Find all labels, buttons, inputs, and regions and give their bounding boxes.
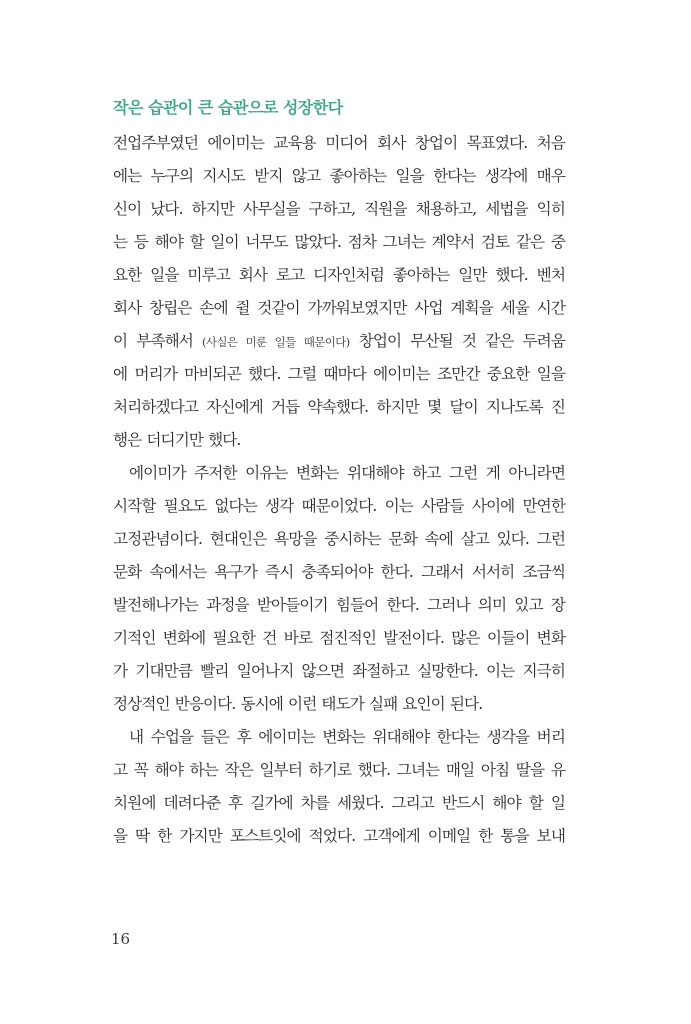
text-line: 처리하겠다고 자신에게 거듭 약속했다. 하지만 몇 달이 지나도록 진 (113, 398, 565, 416)
text-line: 에 머리가 마비되곤 했다. 그럴 때마다 에이미는 조만간 중요한 일을 (113, 365, 565, 383)
text-line: 요한 일을 미루고 회사 로고 디자인처럼 좋아하는 일만 했다. 벤처 (113, 266, 565, 284)
text-line: 을 딱 한 가지만 포스트잇에 적었다. 고객에게 이메일 한 통을 보내 (113, 827, 565, 845)
parenthetical-aside: (사실은 미룬 일들 때문이다) (202, 335, 350, 349)
paragraph-2 (113, 460, 565, 724)
text-line: 가 기대만큼 빨리 일어나지 않으면 좌절하고 실망한다. 이는 지극히 (113, 662, 565, 680)
text-line: 에는 누구의 지시도 받지 않고 좋아하는 일을 한다는 생각에 매우 (113, 167, 565, 185)
text-segment: 창업이 무산될 것 같은 두려움 (349, 332, 566, 350)
text-line: 행은 더디기만 했다. (113, 431, 241, 449)
text-line: 정상적인 반응이다. 동시에 이런 태도가 실패 요인이 된다. (113, 695, 483, 713)
text-line: 회사 창립은 손에 쥘 것같이 가까워보였지만 사업 계획을 세울 시간 (113, 299, 565, 317)
text-line: 치원에 데려다준 후 길가에 차를 세웠다. 그리고 반드시 해야 할 일 (113, 794, 565, 812)
text-line: 고 꼭 해야 하는 작은 일부터 하기로 했다. 그녀는 매일 아침 딸을 유 (113, 761, 565, 779)
text-line: 신이 났다. 하지만 사무실을 구하고, 직원을 채용하고, 세법을 익히 (113, 200, 565, 218)
text-line: 문화 속에서는 욕구가 즉시 충족되어야 한다. 그래서 서서히 조금씩 (113, 563, 565, 581)
paragraph-1 (113, 130, 565, 460)
text-line: 시작할 필요도 없다는 생각 때문이었다. 이는 사람들 사이에 만연한 (113, 497, 565, 515)
text-line-with-aside (113, 328, 565, 361)
text-line: 내 수업을 들은 후 에이미는 변화는 위대해야 한다는 생각을 버리 (129, 728, 565, 746)
text-line: 에이미가 주저한 이유는 변화는 위대해야 하고 그런 게 아니라면 (129, 464, 565, 482)
body-text (113, 130, 565, 856)
text-line: 기적인 변화에 필요한 건 바로 점진적인 발전이다. 많은 이들이 변화 (113, 629, 565, 647)
text-line: 고정관념이다. 현대인은 욕망을 중시하는 문화 속에 살고 있다. 그런 (113, 530, 565, 548)
text-line: 전업주부였던 에이미는 교육용 미디어 회사 창업이 목표였다. 처음 (113, 134, 565, 152)
section-heading: 작은 습관이 큰 습관으로 성장한다 (113, 98, 343, 117)
text-line: 는 등 해야 할 일이 너무도 많았다. 점차 그녀는 계약서 검토 같은 중 (113, 233, 565, 251)
page-number: 16 (111, 930, 131, 948)
paragraph-3 (113, 724, 565, 856)
text-segment: 이 부족해서 (113, 332, 202, 350)
text-line: 발전해나가는 과정을 받아들이기 힘들어 한다. 그러나 의미 있고 장 (113, 596, 565, 614)
